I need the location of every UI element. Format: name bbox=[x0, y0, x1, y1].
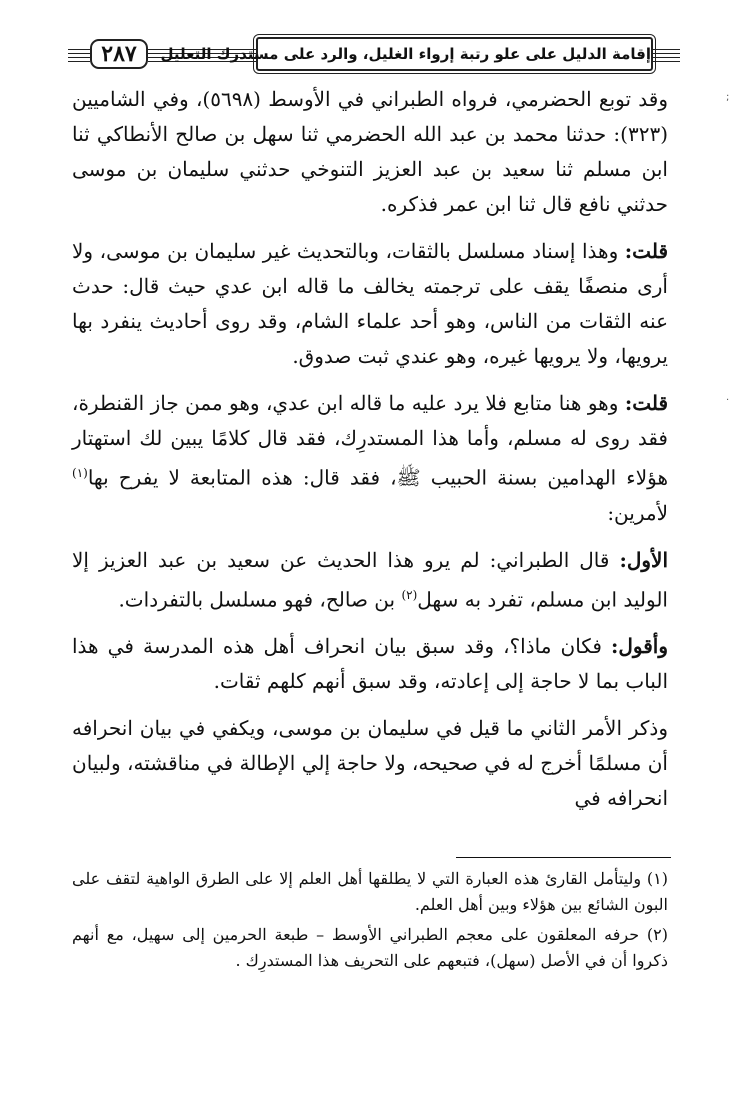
paragraph-text: قال الطبراني: لم يرو هذا الحديث عن سعيد بن عبد العزيز إلا الوليد ابن مسلم، تفرد به سهل bbox=[72, 547, 668, 612]
paragraph bbox=[72, 386, 668, 531]
header-rule bbox=[653, 57, 680, 58]
paragraph-lead: الأول: bbox=[619, 547, 669, 572]
paragraph-lead: قلت: bbox=[624, 239, 668, 263]
footnote-label: (١) bbox=[646, 869, 669, 888]
paragraph-text: وهذا إسناد مسلسل بالثقات، وبالتحديث غير سليمان بن موسى، ولا أرى منصفًا يقف على ترجمته يخالف ما قاله ابن عدي حيث قال: حدث عنه الثقات من الناس، وهو أحد علماء الشام، وقد روى أحاديث ينفرد بها يرويها، ولا يرويها غيره، وهو عندي ثبت صدوق. bbox=[72, 239, 668, 368]
header-rule bbox=[68, 53, 90, 54]
paragraph-text: فكان ماذا؟، وقد سبق بيان انحراف أهل هذه المدرسة في هذا الباب بما لا حاجة إلى إعادته، وقد سبق أنهم كلهم ثقات. bbox=[72, 634, 668, 694]
footnote-divider bbox=[456, 857, 671, 858]
paragraph bbox=[72, 234, 668, 374]
main-text bbox=[72, 82, 668, 816]
footnote-label: (٢) bbox=[646, 925, 668, 944]
paragraph bbox=[72, 82, 668, 222]
header-rule bbox=[68, 61, 90, 62]
footnote-text: حرفه المعلقون على معجم الطبراني الأوسط – طبعة الحرمين إلى سهيل، مع أنهم ذكروا أن في الأصل (سهل)، فتبعهم على التحريف هذا المستدرِك . bbox=[72, 925, 668, 970]
paragraph bbox=[72, 543, 668, 618]
header-rule bbox=[653, 61, 680, 62]
header-rule bbox=[653, 49, 680, 50]
footnotes bbox=[72, 866, 668, 978]
paragraph-text: وقد توبع الحضرمي، فرواه الطبراني في الأوسط (٥٦٩٨)، وفي الشاميين (٣٢٣): حدثنا محمد بن عبد الله الحضرمي ثنا سهل بن صالح الأنطاكي ثنا ابن مسلم ثنا سعيد بن عبد العزيز التنوخي حدثني سليمان بن موسى حدثني نافع قال ثنا ابن عمر فذكره. bbox=[72, 87, 668, 216]
paragraph-text: وذكر الأمر الثاني ما قيل في سليمان بن موسى، ويكفي في بيان انحرافه أن مسلمًا أخرج له في صحيحه، ولا حاجة إلي الإطالة في مناقشته، ولبيان انحرافه في bbox=[72, 716, 668, 811]
footnote-ref[interactable]: (١) bbox=[72, 466, 88, 480]
footnote bbox=[72, 866, 668, 918]
footnote bbox=[72, 922, 668, 974]
edge-mark: ; bbox=[726, 92, 730, 103]
paragraph bbox=[72, 629, 668, 699]
footnote-text: وليتأمل القارئ هذه العبارة التي لا يطلقها أهل العلم إلا على الطرق الواهية لتقف على البون الشائع بين هؤلاء وبين أهل العلم. bbox=[72, 869, 668, 914]
paragraph-lead: وأقول: bbox=[610, 634, 668, 659]
paragraph-text: وهو هنا متابع فلا يرد عليه ما قاله ابن عدي، وهو ممن جاز القنطرة، فقد روى له مسلم، وأما هذا المستدرِك، فقد قال كلامًا يبين لك استهتار هؤلاء الهدامين بسنة الحبيب ﷺ، فقد قال: هذه المتابعة لا يفرح بها bbox=[72, 391, 668, 490]
footnote-ref[interactable]: (٢) bbox=[401, 587, 418, 602]
page-number: ٢٨٧ bbox=[90, 39, 148, 69]
running-title: إقامة الدليل على علو رتبة إرواء الغليل، والرد على مستدرك التعليل bbox=[256, 37, 653, 71]
page-header bbox=[68, 34, 680, 76]
header-rule bbox=[653, 53, 680, 54]
header-rule bbox=[68, 57, 90, 58]
paragraph-text-after: لأمرين: bbox=[607, 500, 668, 525]
paragraph-text-after: بن صالح، فهو مسلسل بالتفردات. bbox=[118, 587, 396, 612]
header-rule bbox=[68, 49, 90, 50]
paragraph bbox=[72, 711, 668, 816]
paragraph-lead: قلت: bbox=[624, 391, 669, 415]
edge-mark: . bbox=[726, 392, 730, 403]
